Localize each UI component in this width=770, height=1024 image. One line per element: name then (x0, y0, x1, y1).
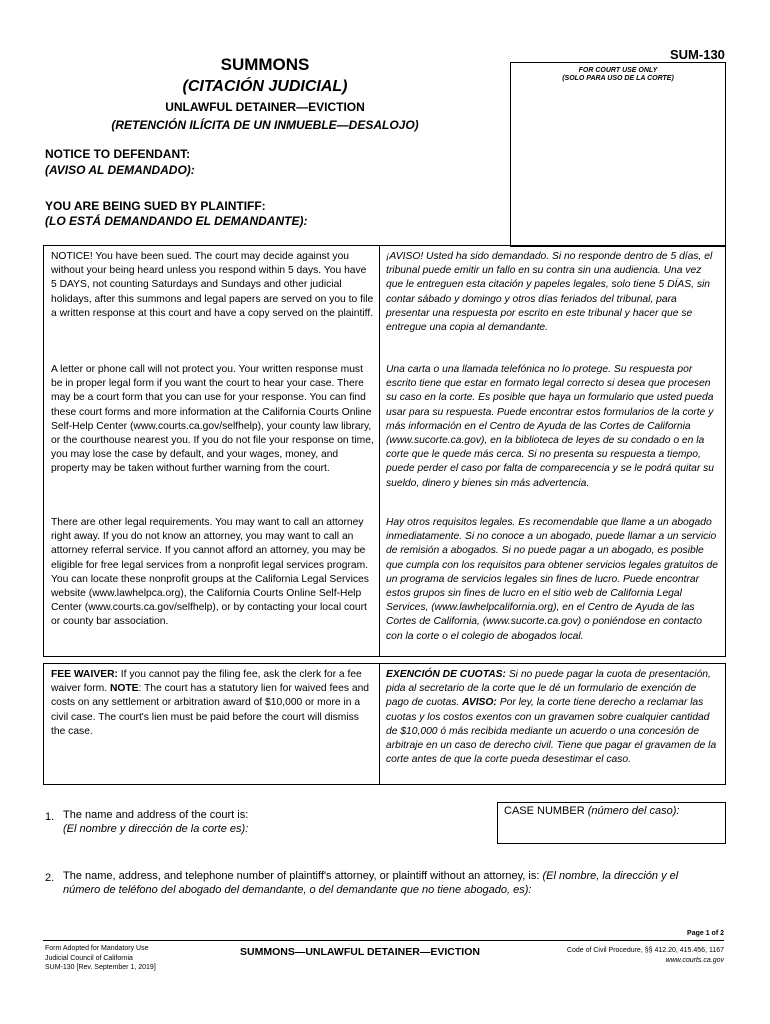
fee-waiver-text-es-2: Por ley, la corte tiene derecho a reclamar las cuotas y los costos exentos con un gravamen sobre cualquier cantidad de $10,000 ó más recibida mediante un acuerdo o una concesión de arbitraje en un caso de derecho civil. Tiene que pagar el gravamen de la corte antes de que la corte pueda desestimar el caso. (386, 697, 717, 766)
plaintiff-label-es: (LO ESTÁ DEMANDANDO EL DEMANDANTE): (45, 214, 308, 228)
item-1-text-es: (El nombre y dirección de la corte es): (63, 823, 249, 835)
fee-waiver-label-es: EXENCIÓN DE CUOTAS: (386, 669, 506, 680)
item-2-number: 2. (45, 872, 55, 884)
court-use-label: FOR COURT USE ONLY (578, 67, 658, 74)
notice-es-3: Hay otros requisitos legales. Es recomendable que llame a un abogado inmediatamente. Si no conoce a un abogado, puede llamar a un servicio de remisión a abogados. Si no puede pagar a un abogado, es posible que cumpla con los requisitos para obtener servicios legales gratuitos de un programa de servicios legales sin fines de lucro. Puede encontrar estos grupos sin fines de lucro en el sitio web de California Legal Services, (www.lawhelpcalifornia.org), en el Centro de Ayuda de las Cortes de California, (www.sucorte.ca.gov) o poniéndose en contacto con la corte o el colegio de abogados local. (386, 517, 718, 642)
footer-form-info: Form Adopted for Mandatory Use Judicial Council of California SUM-130 [Rev. September 1, 2019] (45, 945, 156, 971)
footer-website-link[interactable]: www.courts.ca.gov (665, 957, 724, 964)
footer-title: SUMMONS—UNLAWFUL DETAINER—EVICTION (240, 946, 480, 958)
page-subtitle: UNLAWFUL DETAINER—EVICTION (165, 100, 365, 114)
item-1-court-address (63, 808, 483, 836)
notice-en-2: A letter or phone call will not protect you. Your written response must be in proper legal form if you want the court to hear your case. There may be a court form that you can use for your response. You can find these court forms and more information at the California Courts Online Self-Help Center (www.courts.ca.gov/selfhelp), your county law library, or the courthouse nearest you. If you do not file your response on time, you may lose the case by default, and your wages, money, and property may be taken without further warning from the court. (51, 364, 374, 475)
fee-waiver-note-es: AVISO: (462, 697, 497, 709)
defendant-label: NOTICE TO DEFENDANT: (45, 147, 191, 161)
fee-waiver-text-2: : The court has a statutory lien for waived fees and costs on any settlement or arbitration award of $10,000 or more in a civil case. The court's lien must be paid before the court will dismiss the case. (51, 683, 370, 737)
item-2-text-es: (El nombre, la dirección y el número de teléfono del abogado del demandante, o del demandante que no tiene abogado, es): (63, 870, 679, 896)
form-id: SUM-130 (670, 47, 725, 62)
item-1-number: 1. (45, 811, 55, 823)
case-number-field[interactable] (497, 802, 726, 844)
column-divider (379, 664, 380, 784)
fee-waiver-es (386, 668, 719, 767)
footer-divider (43, 940, 724, 941)
item-2-text: The name, address, and telephone number of plaintiff's attorney, or plaintiff without an attorney, is: (63, 870, 540, 882)
fee-waiver-note: NOTE (109, 683, 139, 695)
fee-waiver-text-1: If you cannot pay the filing fee, ask the clerk for a fee waiver form. (51, 669, 362, 695)
item-2-attorney-info (63, 869, 713, 897)
notice-en-1: NOTICE! You have been sued. The court may decide against you without your being heard unless you respond within 5 days. You have 5 DAYS, not counting Saturdays and Sundays and other judicial holidays, after this summons and legal papers are served on you to file a written response at this court and have a copy served on the plaintiff. (51, 251, 374, 319)
page-title-es: (CITACIÓN JUDICIAL) (182, 78, 348, 95)
fee-waiver-label: FEE WAIVER: (51, 669, 118, 680)
page-title: SUMMONS (220, 55, 310, 74)
fee-waiver-box (43, 663, 726, 785)
footer-code-reference: Code of Civil Procedure, §§ 412.20, 415.456, 1167 www.courts.ca.gov (470, 946, 724, 966)
fee-waiver-text-es-1: Si no puede pagar la cuota de presentación, pida al secretario de la corte que le dé un formulario de exención de pago de cuotas. (386, 669, 711, 709)
column-divider (379, 246, 380, 656)
notice-box (43, 245, 726, 657)
fee-waiver-en (51, 668, 374, 739)
plaintiff-label: YOU ARE BEING SUED BY PLAINTIFF: (45, 199, 266, 213)
court-use-box (510, 62, 726, 247)
item-1-text: The name and address of the court is: (63, 809, 249, 821)
defendant-label-es: (AVISO AL DEMANDADO): (45, 163, 195, 177)
notice-es-1: ¡AVISO! Usted ha sido demandado. Si no responde dentro de 5 días, el tribunal puede emitir un fallo en su contra sin una audiencia. Una vez que le entreguen esta citación y papeles legales, solo tiene 5 DÍAS, sin contar sábado y domingo y otros días feriados del tribunal, para presentar una respuesta por escrito en este tribunal y hacer que se entregue una copia al demandante. (386, 251, 713, 334)
court-use-label-es: (SOLO PARA USO DE LA CORTE) (562, 75, 674, 82)
page-subtitle-es: (RETENCIÓN ILÍCITA DE UN INMUEBLE—DESALOJO) (111, 118, 419, 132)
notice-en-3: There are other legal requirements. You may want to call an attorney right away. If you do not know an attorney, you may want to call an attorney referral service. If you cannot afford an attorney, you may be eligible for free legal services from a nonprofit legal services program. You can locate these nonprofit groups at the California Legal Services website (www.lawhelpca.org), the California Courts Online Self-Help Center (www.courts.ca.gov/selfhelp), or by contacting your local court or county bar association. (51, 517, 369, 628)
page-number: Page 1 of 2 (687, 930, 724, 937)
notice-es-2: Una carta o una llamada telefónica no lo protege. Su respuesta por escrito tiene que estar en formato legal correcto si desea que procesen su caso en la corte. Es posible que haya un formulario que usted pueda usar para su respuesta. Puede encontrar estos formularios de la corte y más información en el Centro de Ayuda de las Cortes de California (www.sucorte.ca.gov), en la biblioteca de leyes de su condado o en la corte que le quede más cerca. Si no presenta su respuesta a tiempo, puede perder el caso por falta de comparecencia y se le podrá quitar su sueldo, dinero y bienes sin más advertencia. (386, 364, 714, 489)
case-number-label: CASE NUMBER (número del caso): (504, 805, 680, 817)
